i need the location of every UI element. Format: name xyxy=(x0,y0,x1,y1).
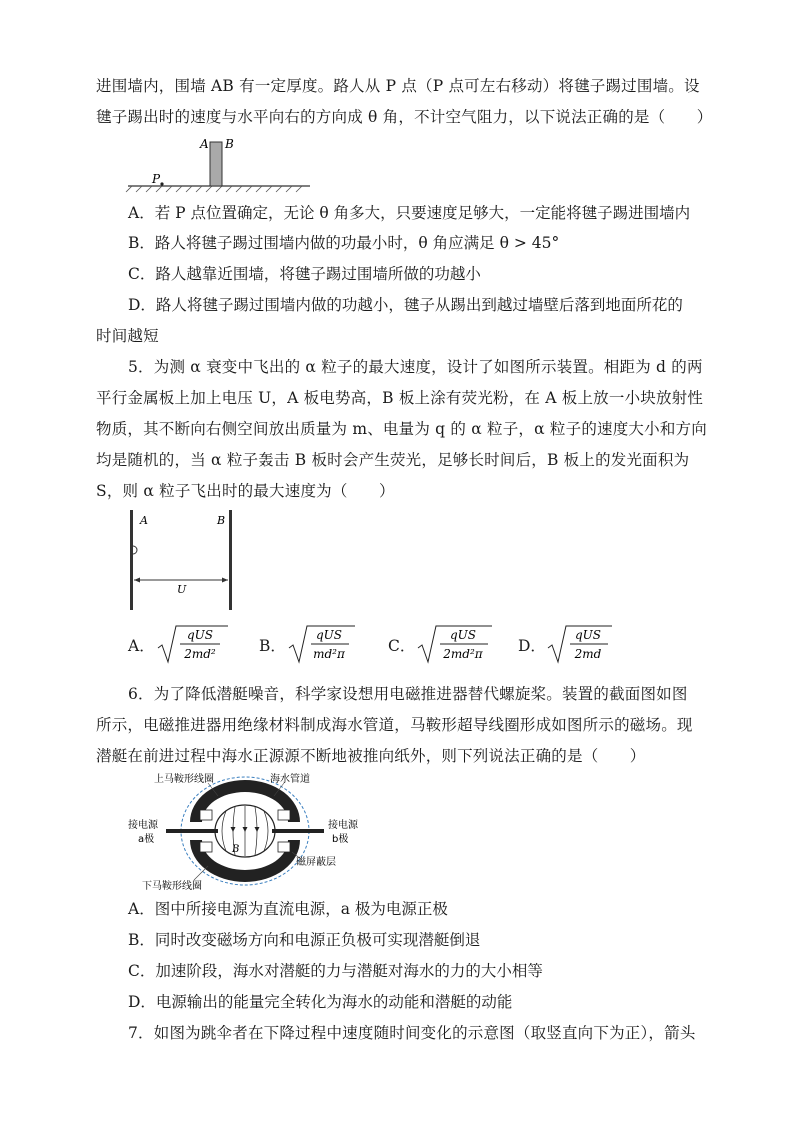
q7-stem-line1: 7．如图为跳伞者在下降过程中速度随时间变化的示意图（取竖直向下为正），箭头 xyxy=(128,1024,696,1042)
q5-stem-line5: S，则 α 粒子飞出时的最大速度为（ ） xyxy=(96,482,395,500)
q5-d-denominator: 2md xyxy=(574,647,602,661)
q5-option-a-label: A． xyxy=(128,637,155,655)
q5-a-denominator: 2md² xyxy=(184,647,216,661)
point-p-dot xyxy=(160,182,163,185)
wall-label-a: A xyxy=(200,137,209,151)
q4-option-d-line1: D．路人将毽子踢过围墙内做的功越小，毽子从踢出到越过墙壁后落到地面所花的 xyxy=(128,296,683,314)
q6-option-c: C．加速阶段，海水对潜艇的力与潜艇对海水的力的大小相等 xyxy=(128,962,543,980)
q5-c-numerator: qUS xyxy=(449,628,477,642)
label-lower-coil: 下马鞍形线圈 xyxy=(142,881,202,892)
q6-thruster-figure xyxy=(124,770,370,894)
q4-option-b: B．路人将毽子踢过围墙内做的功最小时，θ 角应满足 θ > 45° xyxy=(128,234,560,252)
electrode-left xyxy=(166,829,218,833)
q5-option-d-label: D． xyxy=(518,637,546,655)
q6-option-d: D．电源输出的能量完全转化为海水的动能和潜艇的动能 xyxy=(128,993,513,1011)
label-shield-layer: 磁屏蔽层 xyxy=(296,857,336,868)
plate-label-b: B xyxy=(217,514,226,527)
q5-stem-line2: 平行金属板上加上电压 U，A 板电势高，B 板上涂有荧光粉，在 A 板上放一小块放射性 xyxy=(96,389,704,407)
label-right-source-2: b极 xyxy=(332,834,349,845)
q5-d-numerator: qUS xyxy=(574,628,602,642)
point-label-p: P xyxy=(152,172,161,186)
plate-a xyxy=(130,510,133,610)
label-left-source-1: 接电源 xyxy=(128,820,158,831)
label-upper-coil: 上马鞍形线圈 xyxy=(154,774,214,785)
q6-option-a: A．图中所接电源为直流电源，a 极为电源正极 xyxy=(128,900,448,918)
q5-stem-line1: 5．为测 α 衰变中飞出的 α 粒子的最大速度，设计了如图所示装置。相距为 d 的两 xyxy=(128,358,703,376)
plate-label-a: A xyxy=(140,514,148,527)
q5-stem-line3: 物质，其不断向右侧空间放出质量为 m、电量为 q 的 α 粒子，α 粒子的速度大小和方向 xyxy=(96,420,707,438)
q5-option-b-label: B． xyxy=(259,637,286,655)
q6-option-b: B．同时改变磁场方向和电源正负极可实现潜艇倒退 xyxy=(128,931,481,949)
q4-option-a: A．若 P 点位置确定，无论 θ 角多大，只要速度足够大，一定能将毽子踢进围墙内 xyxy=(128,204,691,222)
voltage-label-u: U xyxy=(177,583,187,596)
q5-b-denominator: md²π xyxy=(313,647,345,661)
wall-label-b: B xyxy=(225,137,234,151)
source-shape xyxy=(133,546,137,554)
plate-b xyxy=(229,510,232,610)
wall-shape xyxy=(210,142,222,186)
label-right-source-1: 接电源 xyxy=(328,820,358,831)
q4-option-c: C．路人越靠近围墙，将毽子踢过围墙所做的功越小 xyxy=(128,265,481,283)
q5-stem-line4: 均是随机的，当 α 粒子轰击 B 板时会产生荧光，足够长时间后，B 板上的发光面积为 xyxy=(96,451,690,469)
q4-option-d-line2: 时间越短 xyxy=(96,327,159,345)
q5-a-numerator: qUS xyxy=(186,628,214,642)
electrode-right xyxy=(272,829,324,833)
q4-stem-line1: 进围墙内，围墙 AB 有一定厚度。路人从 P 点（P 点可左右移动）将毽子踢过围墙。设 xyxy=(96,77,700,95)
q4-wall-figure xyxy=(124,134,314,194)
q4-stem-line2: 毽子踢出时的速度与水平向右的方向成 θ 角，不计空气阻力，以下说法正确的是（ ） xyxy=(96,108,713,126)
q5-option-c-label: C． xyxy=(388,637,416,655)
q6-stem-line2: 所示，电磁推进器用绝缘材料制成海水管道，马鞍形超导线圈形成如图所示的磁场。现 xyxy=(96,716,693,734)
q5-b-numerator: qUS xyxy=(315,628,343,642)
q5-c-denominator: 2md²π xyxy=(443,647,483,661)
q6-stem-line3: 潜艇在前进过程中海水正源源不断地被推向纸外，则下列说法正确的是（ ） xyxy=(96,747,646,765)
label-seawater-pipe: 海水管道 xyxy=(270,774,310,785)
q5-plates-figure xyxy=(124,508,240,614)
label-field-b: B xyxy=(232,844,240,855)
q6-stem-line1: 6．为了降低潜艇噪音，科学家设想用电磁推进器替代螺旋桨。装置的截面图如图 xyxy=(128,685,688,703)
label-left-source-2: a极 xyxy=(138,834,155,845)
